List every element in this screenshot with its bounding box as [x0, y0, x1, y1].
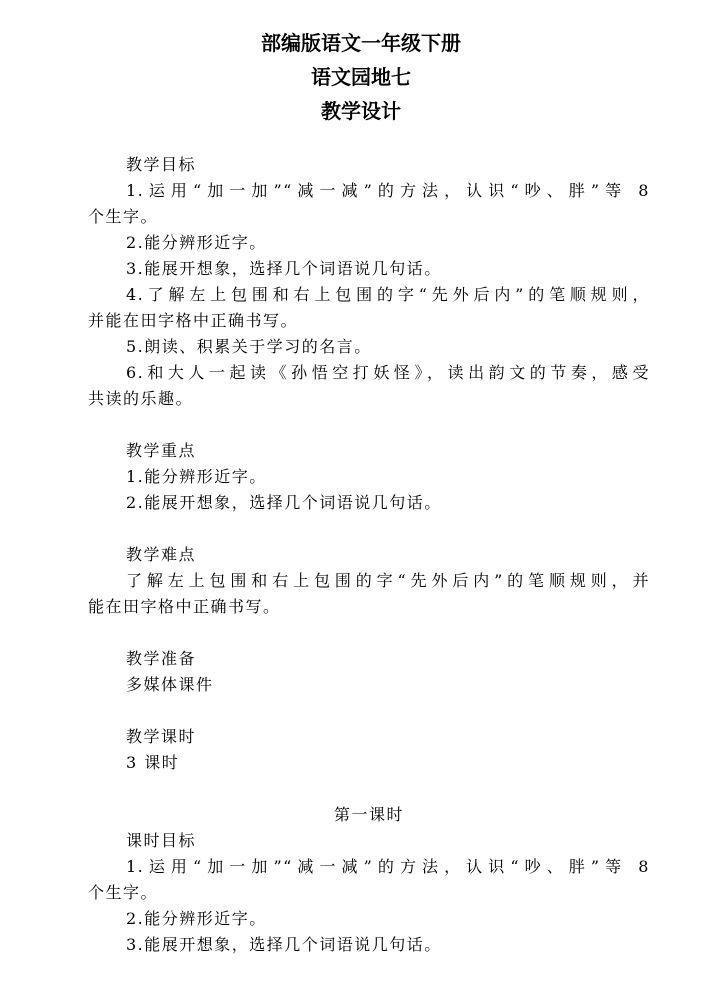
- lesson-1-goals-heading: 课时目标: [126, 831, 197, 850]
- goal-item-1-line-1: 1.运用“加一加”“减一减”的方法，认识“吵、胖”等 8: [126, 181, 650, 200]
- document-title-unit: 语文园地七: [311, 65, 411, 89]
- goal-item-4-line-2: 并能在田字格中正确书写。: [88, 311, 299, 330]
- goal-item-6-line-2: 共读的乐趣。: [88, 389, 194, 408]
- goal-item-5: 5.朗读、积累关于学习的名言。: [126, 337, 372, 356]
- goal-item-2: 2.能分辨形近字。: [126, 233, 267, 252]
- spacer: [88, 620, 650, 646]
- section-heading-difficulties: 教学难点: [126, 545, 197, 564]
- difficulty-line-1: 了解左上包围和右上包围的字“先外后内”的笔顺规则，并: [126, 571, 650, 590]
- lesson-1-title: 第一课时: [333, 805, 404, 824]
- section-heading-key-points: 教学重点: [126, 441, 197, 460]
- document-header: [0, 26, 722, 128]
- hours-content: 3 课时: [126, 753, 180, 772]
- document-body: [88, 152, 650, 958]
- goal-item-4-line-1: 4.了解左上包围和右上包围的字“先外后内”的笔顺规则，: [126, 285, 650, 304]
- key-point-item-1: 1.能分辨形近字。: [126, 467, 267, 486]
- spacer: [88, 698, 650, 724]
- difficulty-line-2: 能在田字格中正确书写。: [88, 597, 281, 616]
- goal-item-3: 3.能展开想象，选择几个词语说几句话。: [126, 259, 442, 278]
- lesson-1-goal-item-2: 2.能分辨形近字。: [126, 909, 267, 928]
- document-title-type: 教学设计: [321, 99, 401, 123]
- section-heading-hours: 教学课时: [126, 727, 197, 746]
- preparation-content: 多媒体课件: [126, 675, 214, 694]
- spacer: [88, 776, 650, 802]
- spacer: [88, 412, 650, 438]
- lesson-1-goal-item-1-line-2: 个生字。: [88, 883, 159, 902]
- document-title-grade: 部编版语文一年级下册: [261, 31, 461, 55]
- goal-item-1-line-2: 个生字。: [88, 207, 159, 226]
- section-heading-preparation: 教学准备: [126, 649, 197, 668]
- section-heading-goals: 教学目标: [126, 155, 197, 174]
- lesson-1-goal-item-3: 3.能展开想象，选择几个词语说几句话。: [126, 935, 442, 954]
- key-point-item-2: 2.能展开想象，选择几个词语说几句话。: [126, 493, 442, 512]
- lesson-1-goal-item-1-line-1: 1.运用“加一加”“减一减”的方法，认识“吵、胖”等 8: [126, 857, 650, 876]
- spacer: [88, 516, 650, 542]
- goal-item-6-line-1: 6.和大人一起读《孙悟空打妖怪》，读出韵文的节奏，感受: [126, 363, 650, 382]
